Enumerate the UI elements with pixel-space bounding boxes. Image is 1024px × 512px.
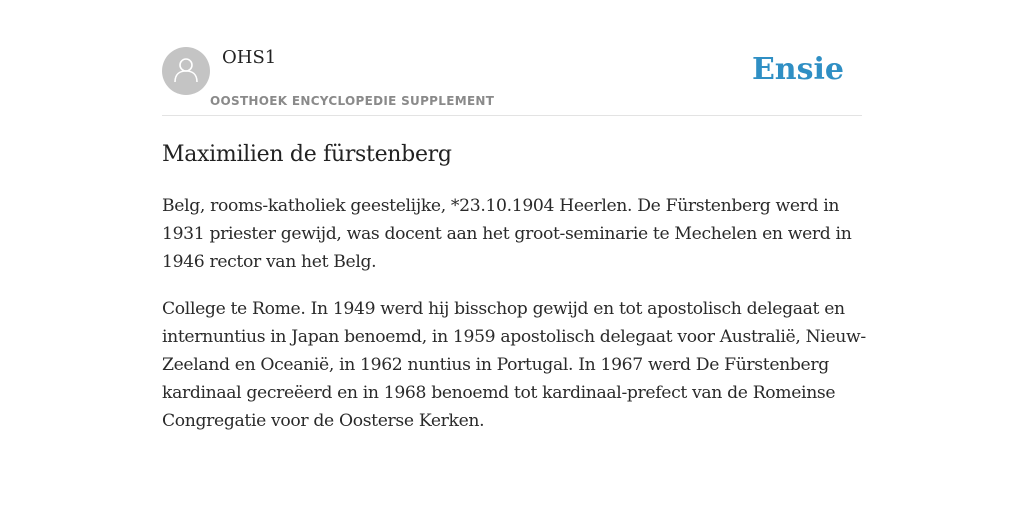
article-card <box>162 0 866 512</box>
article-paragraph: Belg, rooms-katholiek geestelijke, *23.10.1904 Heerlen. De Fürstenberg werd in 1931 priester gewijd, was docent aan het groot-seminarie te Mechelen en werd in 1946 rector van het Belg. <box>162 196 852 272</box>
user-icon <box>171 54 201 89</box>
source-label[interactable]: OOSTHOEK ENCYCLOPEDIE SUPPLEMENT <box>210 94 495 108</box>
article-paragraph: College te Rome. In 1949 werd hij bisschop gewijd en tot apostolisch delegaat en internuntius in Japan benoemd, in 1959 apostolisch delegaat voor Australië, Nieuw-Zeeland en Oceanië, in 1962 nuntius in Portugal. In 1967 werd De Fürstenberg kardinaal gecreëerd en in 1968 benoemd tot kardinaal-prefect van de Romeinse Congregatie voor de Oosterse Kerken. <box>162 299 866 431</box>
author-name[interactable]: OHS1 <box>222 47 277 68</box>
avatar[interactable] <box>162 47 210 95</box>
brand-logo[interactable]: Ensie <box>751 52 844 87</box>
article-title: Maximilien de fürstenberg <box>162 142 452 167</box>
article-header <box>162 0 862 116</box>
